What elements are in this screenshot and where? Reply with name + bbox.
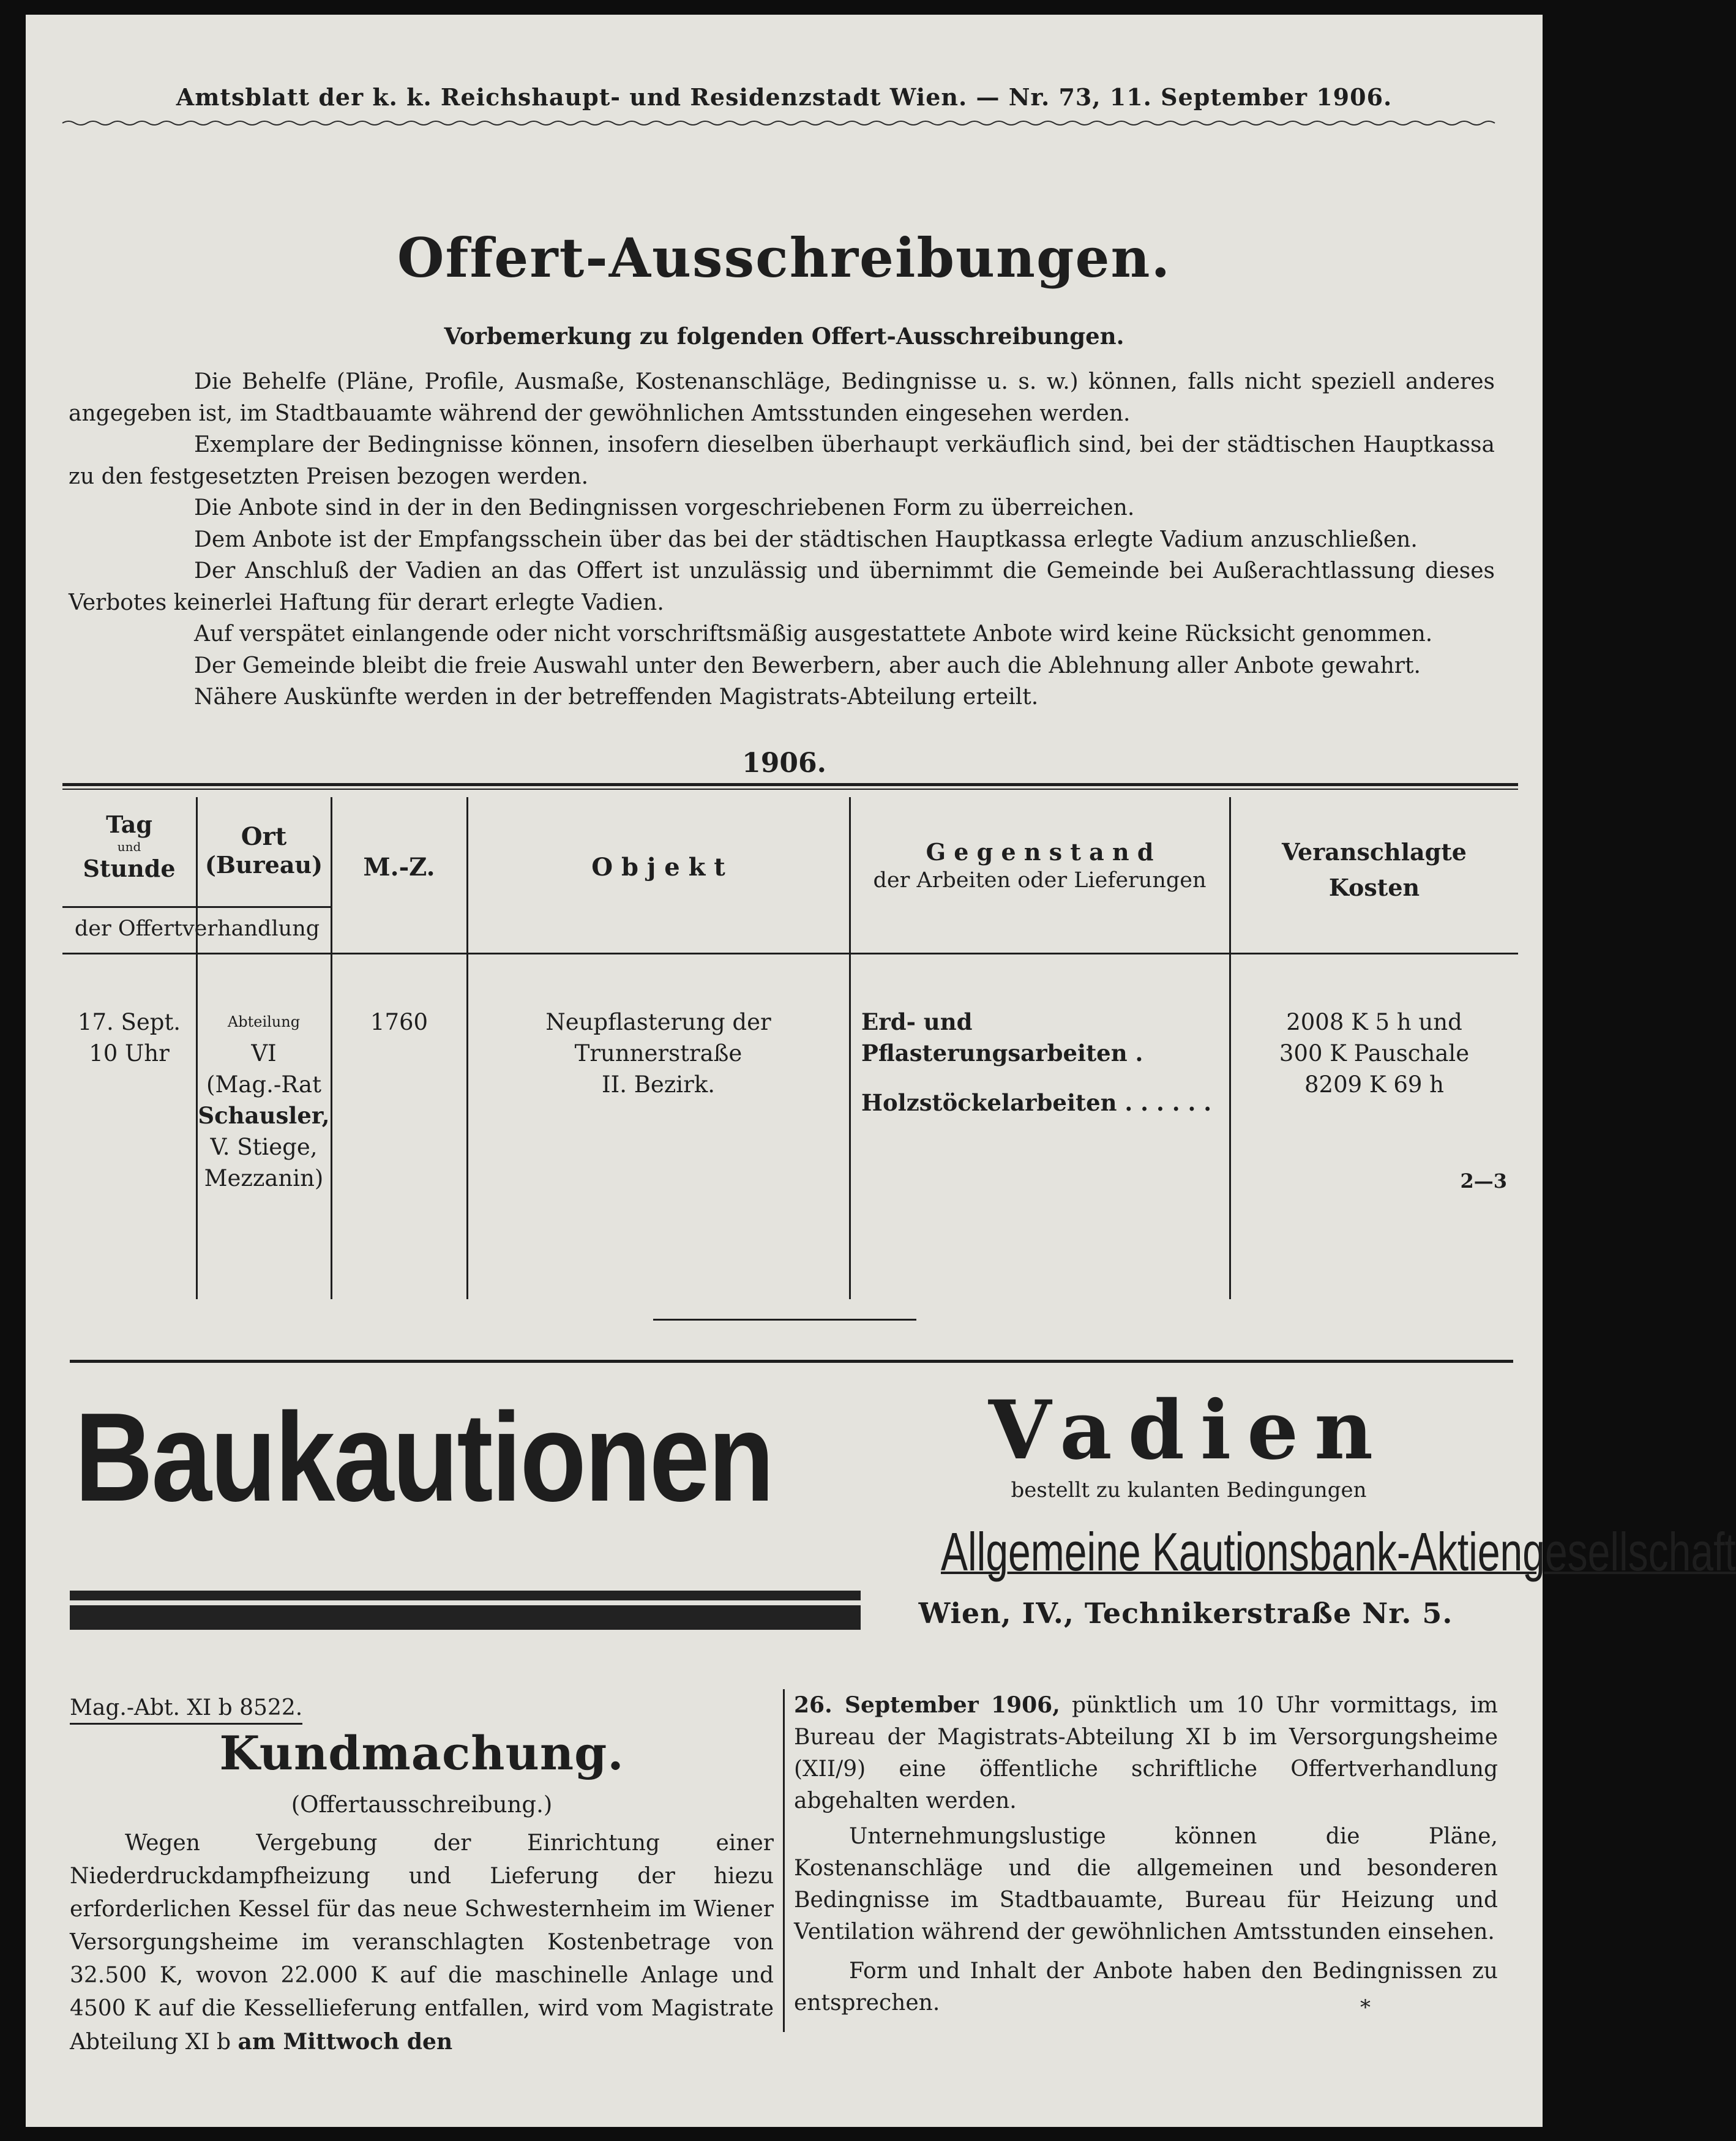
- table-header-rule: [62, 953, 1518, 954]
- row-kosten: 2008 K 5 h und 300 K Pauschale 8209 K 69 h: [1279, 1009, 1470, 1098]
- table-top-rule-thin: [62, 789, 1518, 790]
- section-title: Offert-Ausschreibungen.: [397, 226, 1172, 290]
- table-header-inner-rule: [62, 906, 332, 908]
- column-divider: [783, 1689, 785, 2032]
- header-mz: M.-Z.: [363, 853, 435, 882]
- row-date-time: 17. Sept. 10 Uhr: [77, 1009, 181, 1067]
- intro-paragraph: Nähere Auskünfte werden in der betreffenden Magistrats-Abteilung erteilt.: [194, 684, 1039, 710]
- intro-paragraph: Die Anbote sind in der in den Bedingnissen vorgeschriebenen Form zu überreichen.: [194, 495, 1135, 520]
- row-note: 2—3: [1460, 1169, 1507, 1193]
- announcement-text: pünktlich um 10 Uhr vormittags, im Bureau der Magistrats-Abteilung XI b im Versorgungsheime (XII/9) eine öffentliche schriftliche Offertverhandlung abgehalten werden.: [794, 1693, 1498, 1813]
- announcement-reference: Mag.-Abt. XI b 8522.: [70, 1693, 302, 1725]
- announcement-text: Wegen Vergebung der Einrichtung einer Niederdruckdampfheizung und Lieferung der hiezu erforderlichen Kessel für das neue Schwesternheim im Wiener Versorgungsheime im veranschlagten Kostenbetrage von 32.500 K, wovon 22.000 K auf die maschinelle Anlage und 4500 K auf die Kessellieferung entfallen, wird vom Magistrate Abteilung XI b: [70, 1831, 774, 2055]
- row-objekt: Neupflasterung der Trunnerstraße II. Bezirk.: [545, 1009, 771, 1098]
- header-tag-stunde: Tag und Stunde: [83, 811, 176, 882]
- intro-paragraph: Auf verspätet einlangende oder nicht vorschriftsmäßig ausgestattete Anbote wird keine Rücksicht genommen.: [194, 621, 1433, 647]
- announcement-date: 26. September 1906,: [794, 1692, 1060, 1718]
- announcement-paragraph: Form und Inhalt der Anbote haben den Bedingnissen zu entsprechen.: [794, 1959, 1498, 2015]
- header-offertverhandlung: der Offertverhandlung: [74, 917, 320, 941]
- intro-paragraph: Exemplare der Bedingnisse können, insofern dieselben überhaupt verkäuflich sind, bei der städtischen Hauptkassa zu den festgesetzten Preisen bezogen werden.: [69, 432, 1495, 489]
- announcement-left-column: [70, 1827, 774, 2059]
- row-gegenstand: Erd- und Pflasterungsarbeiten . Holzstöckelarbeiten . . . . . .: [861, 1008, 1212, 1116]
- running-head: Amtsblatt der k. k. Reichshaupt- und Residenzstadt Wien. — Nr. 73, 11. September 1906.: [176, 83, 1393, 111]
- intro-paragraph: Dem Anbote ist der Empfangsschein über das bei der städtischen Hauptkassa erlegte Vadium anzuschließen.: [194, 527, 1418, 552]
- header-gegenstand: G e g e n s t a n d der Arbeiten oder Lieferungen: [873, 838, 1207, 893]
- header-objekt: O b j e k t: [591, 853, 725, 882]
- document-page: [26, 15, 1736, 2127]
- end-mark: *: [1360, 1995, 1371, 2020]
- section-separator: [653, 1319, 916, 1321]
- row-ort: Abteilung VI (Mag.-Rat Schausler, V. Stiege, Mezzanin): [198, 1013, 330, 1191]
- announcement-title: Kundmachung.: [219, 1726, 624, 1780]
- header-ort: Ort (Bureau): [204, 822, 323, 879]
- wavy-rule: [62, 119, 1501, 127]
- ad-baukautionen: Baukautionen: [75, 1387, 773, 1528]
- header-kosten: Veranschlagte Kosten: [1282, 838, 1467, 901]
- ad-tagline: bestellt zu kulanten Bedingungen: [1011, 1478, 1367, 1502]
- intro-notes: [69, 366, 1495, 713]
- ad-vadien: Vadien: [988, 1383, 1390, 1478]
- intro-paragraph: Der Anschluß der Vadien an das Offert ist unzulässig und übernimmt die Gemeinde bei Außerachtlassung dieses Verbotes keinerlei Haftung für derart erlegte Vadien.: [69, 558, 1495, 615]
- table-top-rule: [62, 783, 1518, 786]
- announcement-paragraph: Unternehmungslustige können die Pläne, Kostenanschläge und die allgemeinen und besonderen Bedingnisse im Stadtbauamte, Bureau für Heizung und Ventilation während der gewöhnlichen Amtsstunden einsehen.: [794, 1824, 1498, 1944]
- section-subtitle: Vorbemerkung zu folgenden Offert-Ausschreibungen.: [444, 323, 1124, 350]
- intro-paragraph: Die Behelfe (Pläne, Profile, Ausmaße, Kostenanschläge, Bedingnisse u. s. w.) können, falls nicht speziell anderes angegeben ist, im Stadtbauamte während der gewöhnlichen Amtsstunden eingesehen werden.: [69, 369, 1495, 426]
- announcement-subtitle: (Offertausschreibung.): [291, 1791, 553, 1818]
- intro-paragraph: Der Gemeinde bleibt die freie Auswahl unter den Bewerbern, aber auch die Ablehnung aller Anbote gewahrt.: [194, 653, 1421, 678]
- ad-company: Allgemeine Kautionsbank-Aktiengesellschaft: [941, 1521, 1736, 1582]
- table-year: 1906.: [742, 748, 826, 779]
- ad-bar: [70, 1605, 861, 1630]
- announcement-date-lead: am Mittwoch den: [238, 2029, 453, 2055]
- ad-top-rule: [70, 1360, 1513, 1363]
- announcement-right-column: [794, 1689, 1498, 2019]
- row-mz: 1760: [370, 1009, 428, 1035]
- ad-address: Wien, IV., Technikerstraße Nr. 5.: [918, 1597, 1453, 1630]
- ad-bar: [70, 1591, 861, 1600]
